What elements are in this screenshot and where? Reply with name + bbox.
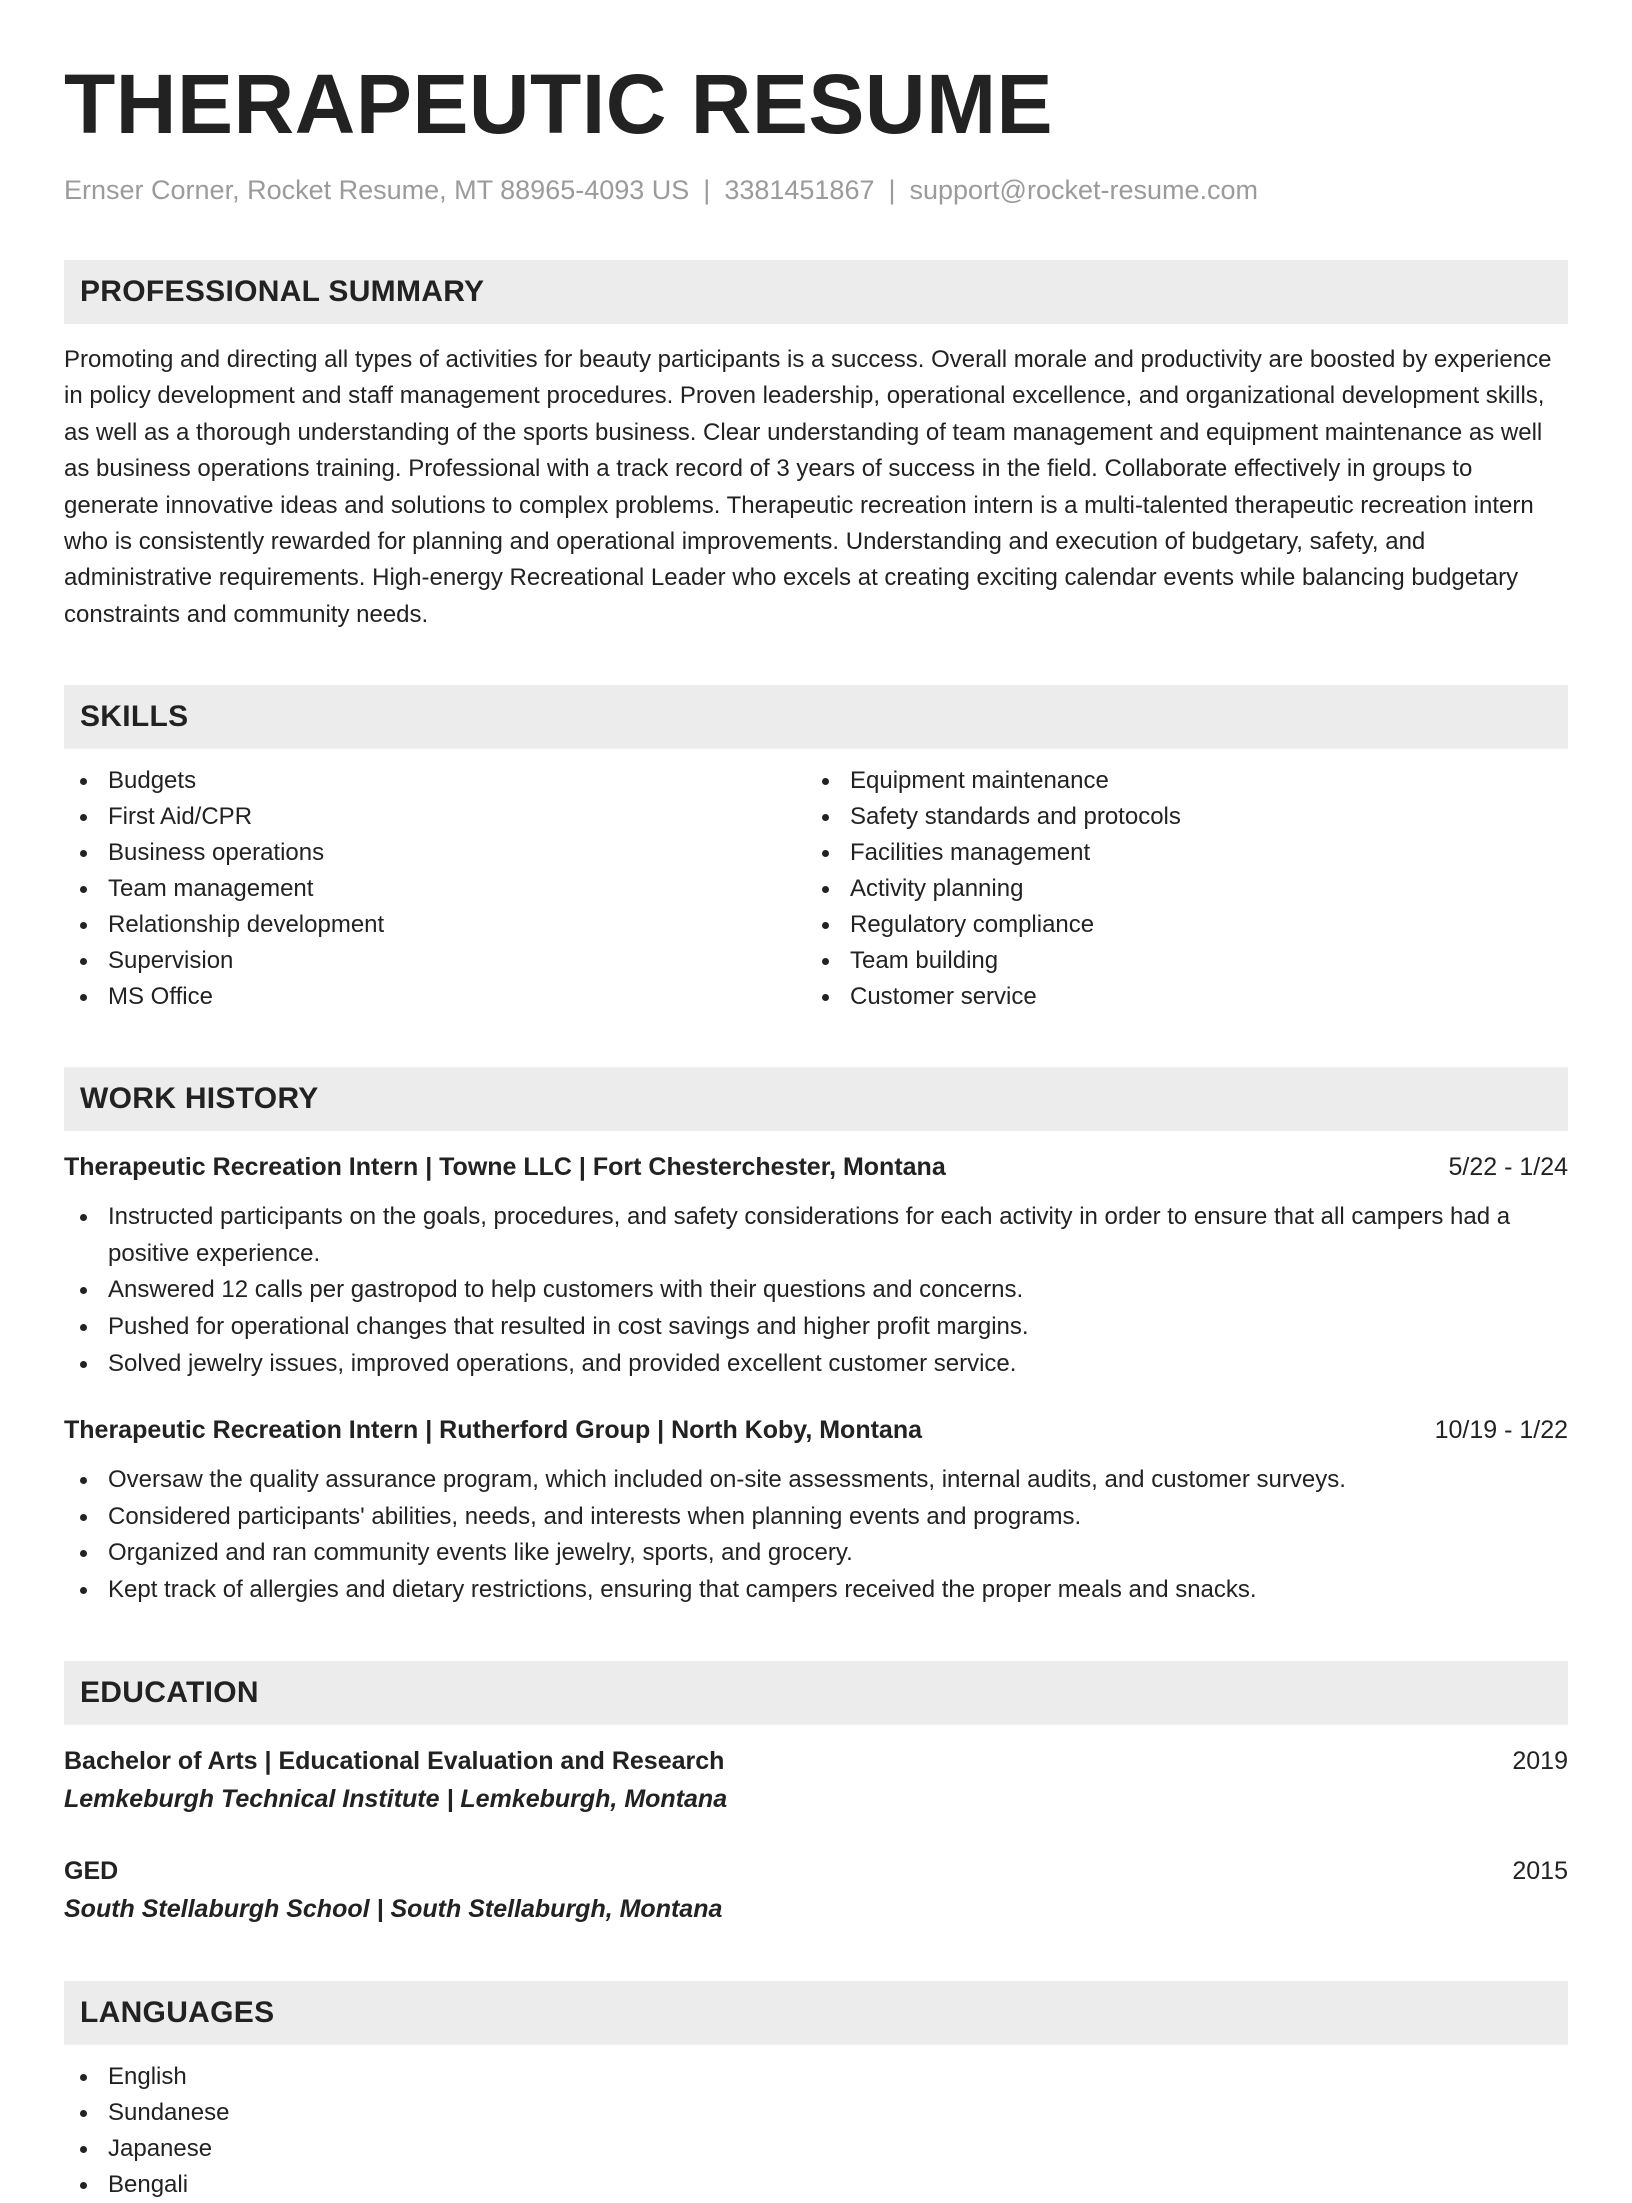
education-school: Lemkeburgh Technical Institute | Lemkeburgh, Montana xyxy=(64,1784,728,1813)
education-year: 2015 xyxy=(1512,1856,1568,1885)
education-section-header xyxy=(64,1661,1568,1725)
education-entry xyxy=(64,1743,1568,1819)
language-item: Japanese xyxy=(64,2131,1568,2167)
summary-heading: PROFESSIONAL SUMMARY xyxy=(80,275,485,308)
skills-column-right xyxy=(806,763,1548,1015)
job-dates: 5/22 - 1/24 xyxy=(1448,1153,1568,1182)
skill-item: Team building xyxy=(806,943,1548,979)
job-title: Therapeutic Recreation Intern | Rutherford Group | North Koby, Montana xyxy=(64,1416,923,1445)
skill-item: Activity planning xyxy=(806,871,1548,907)
skills-list xyxy=(64,763,1568,1015)
resume-page xyxy=(64,56,1568,2203)
job-entry xyxy=(64,1149,1568,1382)
summary-section-header xyxy=(64,260,1568,324)
skill-item: Budgets xyxy=(64,763,806,799)
contact-phone: 3381451867 xyxy=(724,175,875,205)
skill-item: Customer service xyxy=(806,979,1548,1015)
skill-item: Supervision xyxy=(64,943,806,979)
job-bullet: Organized and ran community events like jewelry, sports, and grocery. xyxy=(64,1535,1568,1572)
contact-email: support@rocket-resume.com xyxy=(909,175,1259,205)
skill-item: Facilities management xyxy=(806,835,1548,871)
skills-heading: SKILLS xyxy=(80,700,189,734)
skill-item: Team management xyxy=(64,871,806,907)
education-degree: Bachelor of Arts | Educational Evaluation and Research xyxy=(64,1746,725,1775)
skills-column-left xyxy=(64,763,806,1015)
language-item: English xyxy=(64,2059,1568,2095)
skill-item: Safety standards and protocols xyxy=(806,799,1548,835)
skill-item: Equipment maintenance xyxy=(806,763,1548,799)
language-item: Bengali xyxy=(64,2167,1568,2203)
job-bullets xyxy=(64,1462,1568,1608)
job-bullet: Instructed participants on the goals, procedures, and safety considerations for each activity in order to ensure that all campers had a positive experience. xyxy=(64,1199,1568,1272)
contact-line xyxy=(64,172,1568,208)
job-bullet: Solved jewelry issues, improved operations, and provided excellent customer service. xyxy=(64,1346,1568,1383)
contact-separator: | xyxy=(888,175,896,205)
education-heading: EDUCATION xyxy=(80,1675,259,1709)
job-bullet: Kept track of allergies and dietary restrictions, ensuring that campers received the proper meals and snacks. xyxy=(64,1572,1568,1609)
job-entry xyxy=(64,1412,1568,1608)
job-bullet: Considered participants' abilities, needs, and interests when planning events and programs. xyxy=(64,1499,1568,1536)
work-heading: WORK HISTORY xyxy=(80,1082,319,1116)
resume-title: THERAPEUTIC RESUME xyxy=(64,57,1054,151)
education-entry xyxy=(64,1853,1568,1929)
education-school: South Stellaburgh School | South Stellaburgh, Montana xyxy=(64,1894,723,1923)
job-bullet: Pushed for operational changes that resulted in cost savings and higher profit margins. xyxy=(64,1309,1568,1346)
job-bullets xyxy=(64,1199,1568,1382)
education-year: 2019 xyxy=(1512,1746,1568,1775)
skill-item: Business operations xyxy=(64,835,806,871)
skill-item: Relationship development xyxy=(64,907,806,943)
job-title: Therapeutic Recreation Intern | Towne LLC | Fort Chesterchester, Montana xyxy=(64,1153,946,1182)
summary-text: Promoting and directing all types of activities for beauty participants is a success. Overall morale and productivity are boosted by experience in policy development and staff management procedures. Proven leadership, operational excellence, and organizational development skills, as well as a thorough understanding of the sports business. Clear understanding of team management and equipment maintenance as well as business operations training. Professional with a track record of 3 years of success in the field. Collaborate effectively in groups to generate innovative ideas and solutions to complex problems. Therapeutic recreation intern is a multi-talented therapeutic recreation intern who is consistently rewarded for planning and operational improvements. Understanding and execution of budgetary, safety, and administrative requirements. High-energy Recreational Leader who excels at creating exciting calendar events while balancing budgetary constraints and community needs. xyxy=(64,346,1552,628)
job-dates: 10/19 - 1/22 xyxy=(1434,1416,1568,1445)
languages-heading: LANGUAGES xyxy=(80,1995,275,2029)
languages-section-header xyxy=(64,1981,1568,2045)
contact-separator: | xyxy=(703,175,711,205)
skill-item: Regulatory compliance xyxy=(806,907,1548,943)
skills-section-header xyxy=(64,685,1568,749)
language-item: Sundanese xyxy=(64,2095,1568,2131)
job-bullet: Answered 12 calls per gastropod to help customers with their questions and concerns. xyxy=(64,1272,1568,1309)
skill-item: First Aid/CPR xyxy=(64,799,806,835)
languages-list xyxy=(64,2059,1568,2203)
skill-item: MS Office xyxy=(64,979,806,1015)
contact-address: Ernser Corner, Rocket Resume, MT 88965-4093 US xyxy=(64,175,690,205)
job-bullet: Oversaw the quality assurance program, which included on-site assessments, internal audits, and customer surveys. xyxy=(64,1462,1568,1499)
work-section-header xyxy=(64,1067,1568,1131)
education-degree: GED xyxy=(64,1856,119,1885)
